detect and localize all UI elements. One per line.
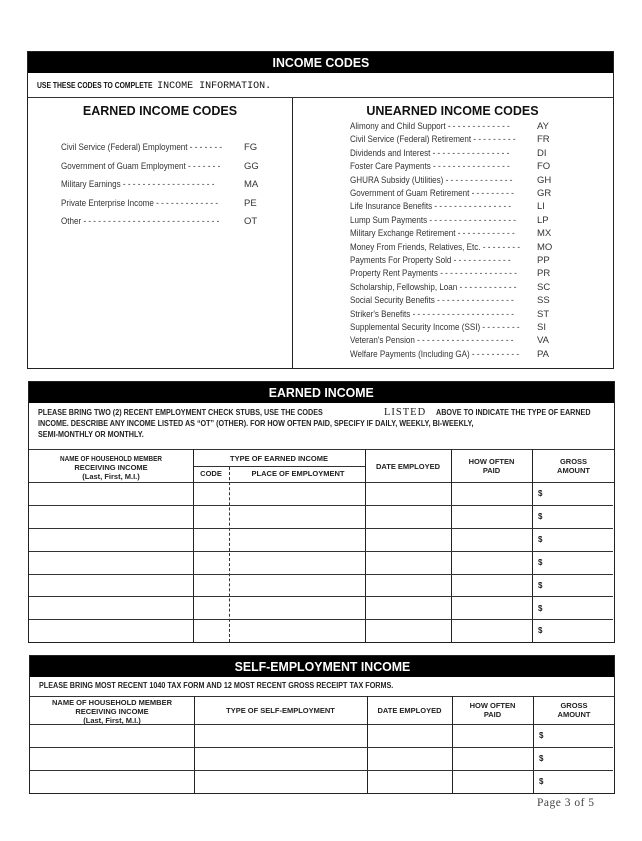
date-employed-field[interactable] (365, 574, 451, 597)
name-field[interactable] (29, 482, 193, 505)
code-label: Supplemental Security Income (SSI) - - - - - - - - (350, 322, 520, 333)
self-col-name-header: NAME OF HOUSEHOLD MEMBER RECEIVING INCOME (Last, First, M.I.) (52, 698, 172, 725)
unearned-code-item (350, 282, 610, 294)
code-value: MO (537, 241, 553, 253)
code-label: Civil Service (Federal) Employment - - - - - - - (61, 142, 223, 153)
earned-code-item (61, 161, 291, 173)
table-row (29, 574, 613, 597)
type-of-self-employment-field[interactable] (194, 770, 367, 793)
income-codes-title: INCOME CODES (272, 55, 369, 70)
earned-col-date-header: DATE EMPLOYED (375, 462, 441, 471)
code-value: DI (537, 147, 547, 159)
earned-col-code-header: CODE (200, 469, 222, 478)
code-label: Payments For Property Sold - - - - - - - - - - - - (350, 255, 511, 266)
gross-amount-field[interactable] (533, 770, 613, 793)
how-often-paid-field[interactable] (451, 551, 532, 574)
self-col-date-header: DATE EMPLOYED (377, 706, 442, 715)
dollar-sign: $ (539, 777, 544, 786)
code-value: FR (537, 134, 550, 146)
code-value: AY (537, 121, 549, 132)
income-codes-section (27, 51, 614, 369)
date-employed-field[interactable] (365, 597, 451, 620)
place-of-employment-field[interactable] (230, 482, 365, 505)
name-field[interactable] (30, 724, 194, 747)
gross-amount-field[interactable] (532, 574, 614, 597)
code-field[interactable] (193, 528, 229, 551)
name-field[interactable] (29, 619, 193, 642)
code-label: Foster Care Payments - - - - - - - - - - - - - - - - (350, 161, 510, 173)
unearned-code-item (350, 215, 610, 227)
code-value: OT (244, 216, 258, 227)
code-value: SS (537, 295, 550, 307)
code-value: LP (537, 214, 549, 226)
dollar-sign: $ (538, 511, 543, 521)
unearned-code-item (350, 268, 610, 280)
code-value: GR (537, 188, 552, 199)
name-field[interactable] (29, 551, 193, 574)
self-col-type-header: TYPE OF SELF-EMPLOYMENT (226, 706, 335, 715)
table-row (30, 770, 613, 793)
table-row (30, 747, 613, 770)
unearned-code-item (350, 322, 610, 334)
how-often-paid-field[interactable] (451, 505, 532, 528)
earned-col-gross-header: GROSS AMOUNT (557, 457, 590, 475)
self-employment-section (29, 655, 615, 794)
code-field[interactable] (193, 551, 229, 574)
code-field[interactable] (193, 619, 229, 642)
code-value: VA (537, 335, 549, 347)
code-field[interactable] (193, 505, 229, 528)
dollar-sign: $ (538, 557, 543, 567)
unearned-code-item (350, 295, 610, 307)
unearned-code-item (350, 134, 610, 146)
page-number: Page 3 of 5 (537, 797, 595, 809)
unearned-code-item (350, 349, 610, 361)
how-often-paid-field[interactable] (451, 528, 532, 551)
date-employed-field[interactable] (367, 747, 452, 770)
place-of-employment-field[interactable] (230, 505, 365, 528)
code-label: Scholarship, Fellowship, Loan - - - - - - - - - - - - (350, 281, 517, 293)
how-often-paid-field[interactable] (451, 574, 532, 597)
code-value: FO (537, 161, 551, 173)
earned-code-item (61, 142, 291, 154)
income-codes-title-bar (28, 52, 613, 73)
code-label: Dividends and Interest - - - - - - - - - - - - - - - - (350, 147, 510, 159)
date-employed-field[interactable] (367, 724, 452, 747)
code-label: Military Exchange Retirement - - - - - - - - - - - - (350, 228, 515, 240)
date-employed-field[interactable] (365, 482, 451, 505)
earned-income-instructions (38, 407, 638, 440)
gross-amount-field[interactable] (532, 528, 614, 551)
place-of-employment-field[interactable] (230, 597, 365, 620)
self-employment-title: SELF-EMPLOYMENT INCOME (234, 659, 410, 674)
unearned-codes-heading: UNEARNED INCOME CODES (366, 104, 539, 118)
earned-instruction-filled: LISTED (384, 407, 427, 418)
code-label: Lump Sum Payments - - - - - - - - - - - - - - - - - - (350, 214, 516, 226)
place-of-employment-field[interactable] (230, 619, 365, 642)
earned-col-place-header: PLACE OF EMPLOYMENT (251, 469, 345, 478)
gross-amount-field[interactable] (532, 597, 614, 620)
code-value: ST (537, 308, 550, 320)
dollar-sign: $ (539, 754, 544, 763)
code-label: Civil Service (Federal) Retirement - - - - - - - - - (350, 134, 516, 146)
gross-amount-field[interactable] (533, 747, 613, 770)
self-employment-instruction: PLEASE BRING MOST RECENT 1040 TAX FORM AND 12 MOST RECENT GROSS RECEIPT TAX FORMS. (39, 681, 394, 690)
code-value: PA (537, 348, 549, 360)
code-label: Welfare Payments (Including GA) - - - - - - - - - - (350, 348, 520, 360)
code-label: Life Insurance Benefits - - - - - - - - - - - - - - - - (350, 201, 512, 213)
earned-income-title: EARNED INCOME (268, 385, 374, 400)
type-subheader-divider (193, 466, 365, 467)
code-label: Veteran's Pension - - - - - - - - - - - - - - - - - - - - (350, 335, 514, 347)
gross-amount-field[interactable] (532, 505, 614, 528)
dollar-sign: $ (538, 489, 543, 498)
how-often-paid-field[interactable] (452, 770, 533, 793)
earned-col-name-header: NAME OF HOUSEHOLD MEMBER RECEIVING INCOME (Last, First, M.I.) (59, 454, 162, 481)
code-value: PP (537, 255, 550, 266)
code-label: Alimony and Child Support - - - - - - - - - - - - - (350, 121, 510, 132)
earned-instruction-line3: SEMI-MONTHLY OR MONTHLY. (38, 430, 144, 439)
code-label: Government of Guam Retirement - - - - - - - - - (350, 188, 514, 199)
code-label: Government of Guam Employment - - - - - - - (61, 160, 221, 172)
self-instruction-divider (30, 696, 614, 697)
table-row (29, 551, 613, 574)
code-value: MA (244, 179, 259, 190)
code-label: Military Earnings - - - - - - - - - - - - - - - - - - - (61, 179, 215, 190)
code-label: Private Enterprise Income - - - - - - - - - - - - - (61, 197, 219, 209)
income-codes-instruction (28, 73, 613, 98)
unearned-code-item (350, 148, 610, 160)
dollar-sign: $ (538, 603, 543, 613)
code-value: MX (537, 228, 552, 240)
code-field[interactable] (193, 574, 229, 597)
unearned-code-item (350, 201, 610, 213)
date-employed-field[interactable] (365, 505, 451, 528)
earned-code-item (61, 198, 291, 210)
earned-instruction-part2: ABOVE TO INDICATE THE TYPE OF EARNED (436, 408, 591, 417)
self-employment-title-bar (30, 656, 614, 677)
code-value: PR (537, 268, 551, 280)
unearned-code-item (350, 255, 610, 267)
earned-col-how-often-header: HOW OFTEN PAID (468, 457, 515, 475)
instruction-filled-text: INCOME INFORMATION. (157, 81, 272, 92)
code-label: Money From Friends, Relatives, Etc. - - - - - - - - (350, 241, 521, 253)
code-field[interactable] (193, 482, 229, 505)
table-row (29, 505, 613, 528)
dollar-sign: $ (539, 731, 544, 740)
date-employed-field[interactable] (365, 528, 451, 551)
gross-amount-field[interactable] (532, 551, 614, 574)
code-value: PE (244, 197, 257, 209)
how-often-paid-field[interactable] (452, 747, 533, 770)
table-row (29, 528, 613, 551)
code-label: GHURA Subsidy (Utilities) - - - - - - - - - - - - - - (350, 174, 513, 186)
how-often-paid-field[interactable] (451, 482, 532, 505)
place-of-employment-field[interactable] (230, 528, 365, 551)
gross-amount-field[interactable] (532, 619, 614, 642)
unearned-code-item (350, 121, 610, 133)
earned-instructions-divider (29, 449, 614, 450)
date-employed-field[interactable] (367, 770, 452, 793)
how-often-paid-field[interactable] (451, 597, 532, 620)
dollar-sign: $ (538, 580, 543, 590)
gross-amount-field[interactable] (533, 724, 613, 747)
code-value: GH (537, 174, 552, 186)
code-label: Other - - - - - - - - - - - - - - - - - - - - - - - - - - - - (61, 216, 220, 227)
name-field[interactable] (29, 597, 193, 620)
gross-amount-field[interactable] (532, 482, 614, 505)
table-row (29, 482, 613, 505)
self-col-how-often-header: HOW OFTEN PAID (469, 701, 516, 719)
dollar-sign: $ (538, 626, 543, 636)
dollar-sign: $ (538, 534, 543, 544)
codes-divider (292, 98, 293, 368)
code-label: Property Rent Payments - - - - - - - - - - - - - - - - (350, 268, 517, 280)
name-field[interactable] (29, 574, 193, 597)
type-of-self-employment-field[interactable] (194, 724, 367, 747)
unearned-code-item (350, 228, 610, 240)
code-value: FG (244, 142, 258, 153)
earned-codes-heading: EARNED INCOME CODES (82, 104, 238, 118)
earned-col-type-header: TYPE OF EARNED INCOME (230, 454, 328, 463)
earned-instruction-part1: PLEASE BRING TWO (2) RECENT EMPLOYMENT CHECK STUBS, USE THE CODES (38, 408, 323, 417)
earned-code-item (61, 216, 291, 228)
earned-income-title-bar (29, 382, 614, 403)
code-value: GG (244, 160, 259, 172)
unearned-code-item (350, 188, 610, 200)
unearned-code-item (350, 242, 610, 254)
code-value: SC (537, 281, 551, 293)
code-value: LI (537, 201, 545, 213)
unearned-code-item (350, 335, 610, 347)
self-col-gross-header: GROSS AMOUNT (557, 701, 591, 719)
unearned-code-item (350, 161, 610, 173)
table-row (30, 724, 613, 747)
place-of-employment-field[interactable] (230, 551, 365, 574)
code-value: SI (537, 322, 546, 333)
instruction-prefix: USE THESE CODES TO COMPLETE (37, 81, 153, 90)
date-employed-field[interactable] (365, 551, 451, 574)
name-field[interactable] (30, 770, 194, 793)
earned-income-section (28, 381, 615, 643)
name-field[interactable] (30, 747, 194, 770)
date-employed-field[interactable] (365, 619, 451, 642)
how-often-paid-field[interactable] (452, 724, 533, 747)
unearned-code-item (350, 309, 610, 321)
earned-instruction-line2: INCOME. DESCRIBE ANY INCOME LISTED AS “OT” (OTHER). FOR HOW OFTEN PAID, SPECIFY IF DAILY, WEEKLY, BI-WEEKLY, (38, 419, 474, 428)
place-of-employment-field[interactable] (230, 574, 365, 597)
name-field[interactable] (29, 528, 193, 551)
type-of-self-employment-field[interactable] (194, 747, 367, 770)
how-often-paid-field[interactable] (451, 619, 532, 642)
code-label: Striker's Benefits - - - - - - - - - - - - - - - - - - - - - (350, 308, 514, 320)
table-row (29, 597, 613, 620)
earned-code-item (61, 179, 291, 191)
code-field[interactable] (193, 597, 229, 620)
name-field[interactable] (29, 505, 193, 528)
unearned-code-item (350, 175, 610, 187)
code-label: Social Security Benefits - - - - - - - - - - - - - - - - (350, 295, 514, 307)
table-row (29, 619, 613, 642)
